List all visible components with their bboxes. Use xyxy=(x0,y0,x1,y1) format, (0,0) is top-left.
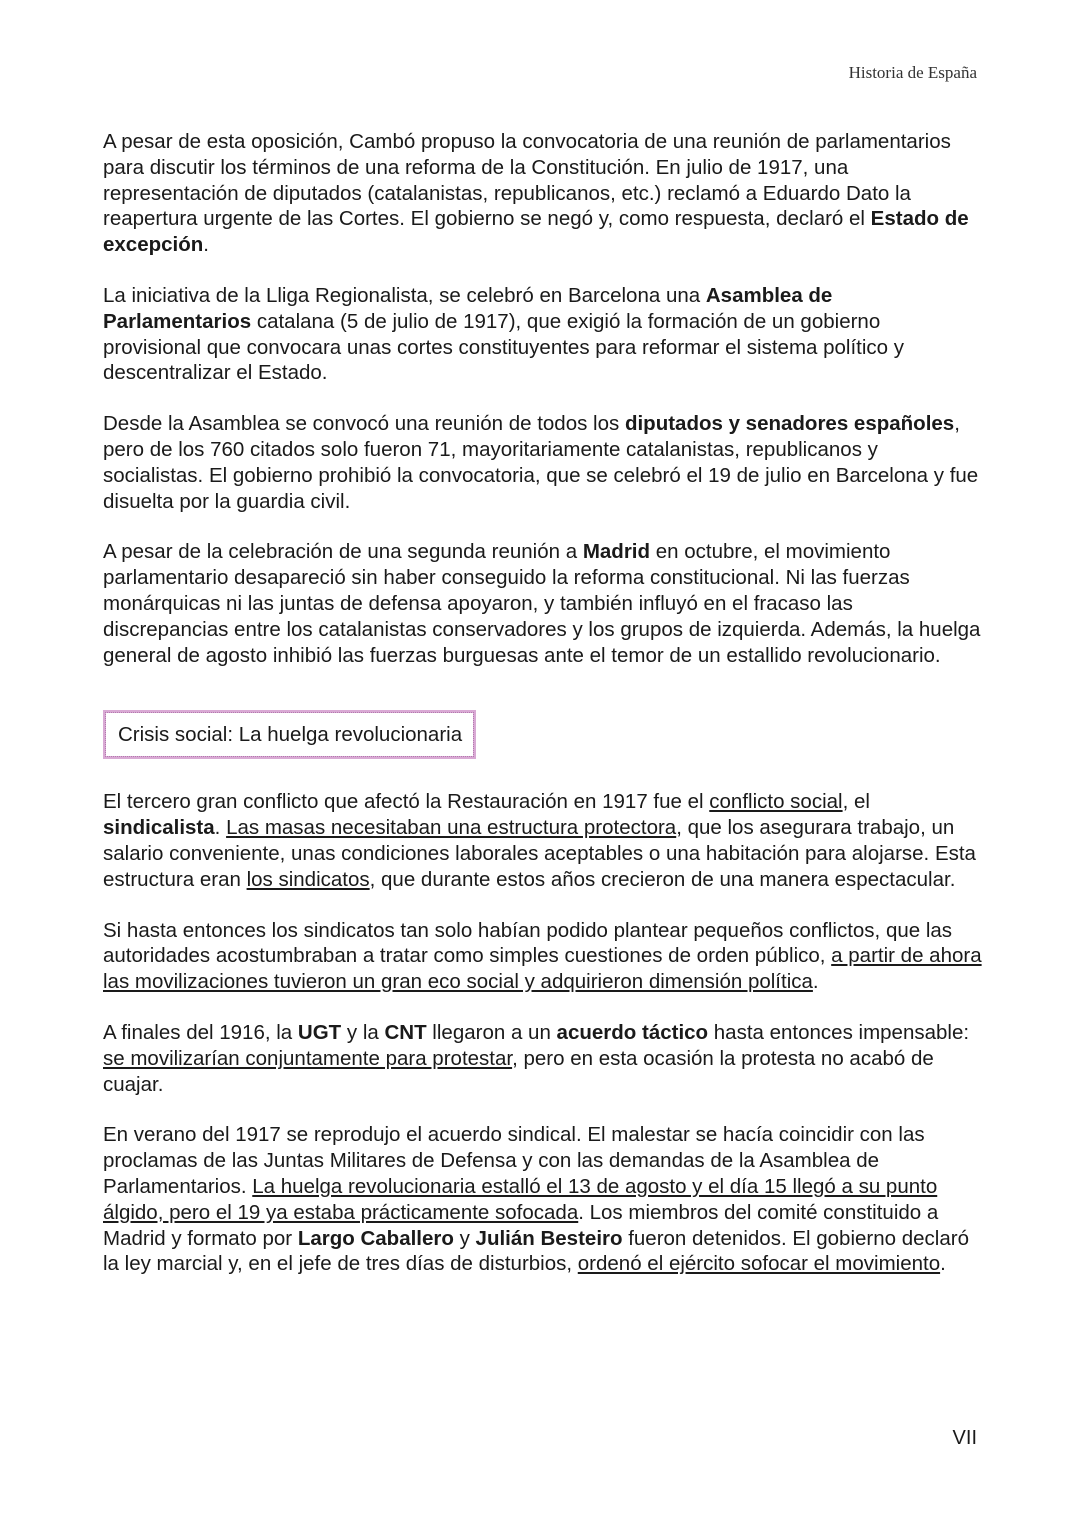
paragraph-cambo-proposal: A pesar de esta oposición, Cambó propuso la convocatoria de una reunión de parlamentarios para discutir los términos de una reforma de la Constitución. En julio de 1917, una representación de diputados (catalanistas, republicanos, etc.) reclamó a Eduardo Dato la reapertura urgente de las Cortes. El gobierno se negó y, como respuesta, declaró el Estado de excepción. xyxy=(103,130,969,257)
document-body xyxy=(103,129,983,1277)
paragraph-conflicto-social: El tercero gran conflicto que afectó la Restauración en 1917 fue el conflicto social, el sindicalista. Las masas necesitaban una estructura protectora, que los asegurara trabajo, un salario conveniente, unas condiciones laborales aceptables o una habitación para alojarse. Esta estructura eran los sindicatos, que durante estos años crecieron de una manera espectacular. xyxy=(103,790,976,891)
paragraph-huelga-revolucionaria: En verano del 1917 se reprodujo el acuerdo sindical. El malestar se hacía coincidir con las proclamas de las Juntas Militares de Defensa y con las demandas de la Asamblea de Parlamentarios. La huelga revolucionaria estalló el 13 de agosto y el día 15 llegó a su punto álgido, pero el 19 ya estaba prácticamente sofocada. Los miembros del comité constituido a Madrid y formato por Largo Caballero y Julián Besteiro fueron detenidos. El gobierno declaró la ley marcial y, en el jefe de tres días de disturbios, ordenó el ejército sofocar el movimiento. xyxy=(103,1123,969,1276)
paragraph-segunda-reunion: A pesar de la celebración de una segunda reunión a Madrid en octubre, el movimiento parlamentario desapareció sin haber conseguido la reforma constitucional. Ni las fuerzas monárquicas ni las juntas de defensa apoyaron, y también influyó en el fracaso las discrepancias entre los catalanistas conservadores y los grupos de izquierda. Además, la huelga general de agosto inhibió las fuerzas burguesas ante el temor de un estallido revolucionario. xyxy=(103,540,981,667)
section-title-box xyxy=(103,710,476,759)
page-number: VII xyxy=(952,1427,977,1449)
paragraph-sindicatos-movilizaciones: Si hasta entonces los sindicatos tan solo habían podido plantear pequeños conflictos, que las autoridades acostumbraban a tratar como simples cuestiones de orden público, a partir de ahora las movilizaciones tuvieron un gran eco social y adquirieron dimensión política. xyxy=(103,918,982,994)
paragraph-diputados-senadores: Desde la Asamblea se convocó una reunión de todos los diputados y senadores españoles, pero de los 760 citados solo fueron 71, mayoritariamente catalanistas, republicanos y socialistas. El gobierno prohibió la convocatoria, que se celebró el 19 de julio en Barcelona y fue disuelta por la guardia civil. xyxy=(103,412,979,513)
paragraph-asamblea-parlamentarios: La iniciativa de la Lliga Regionalista, se celebró en Barcelona una Asamblea de Parlamentarios catalana (5 de julio de 1917), que exigió la formación de un gobierno provisional que convocara unas cortes constituyentes para reformar el sistema político y descentralizar el Estado. xyxy=(103,283,905,385)
section-title: Crisis social: La huelga revolucionaria xyxy=(118,723,463,747)
paragraph-ugt-cnt: A finales del 1916, la UGT y la CNT llegaron a un acuerdo táctico hasta entonces impensable: se movilizarían conjuntamente para protestar, pero en esta ocasión la protesta no acabó de cuajar. xyxy=(103,1020,970,1096)
running-header: Historia de España xyxy=(848,63,977,82)
